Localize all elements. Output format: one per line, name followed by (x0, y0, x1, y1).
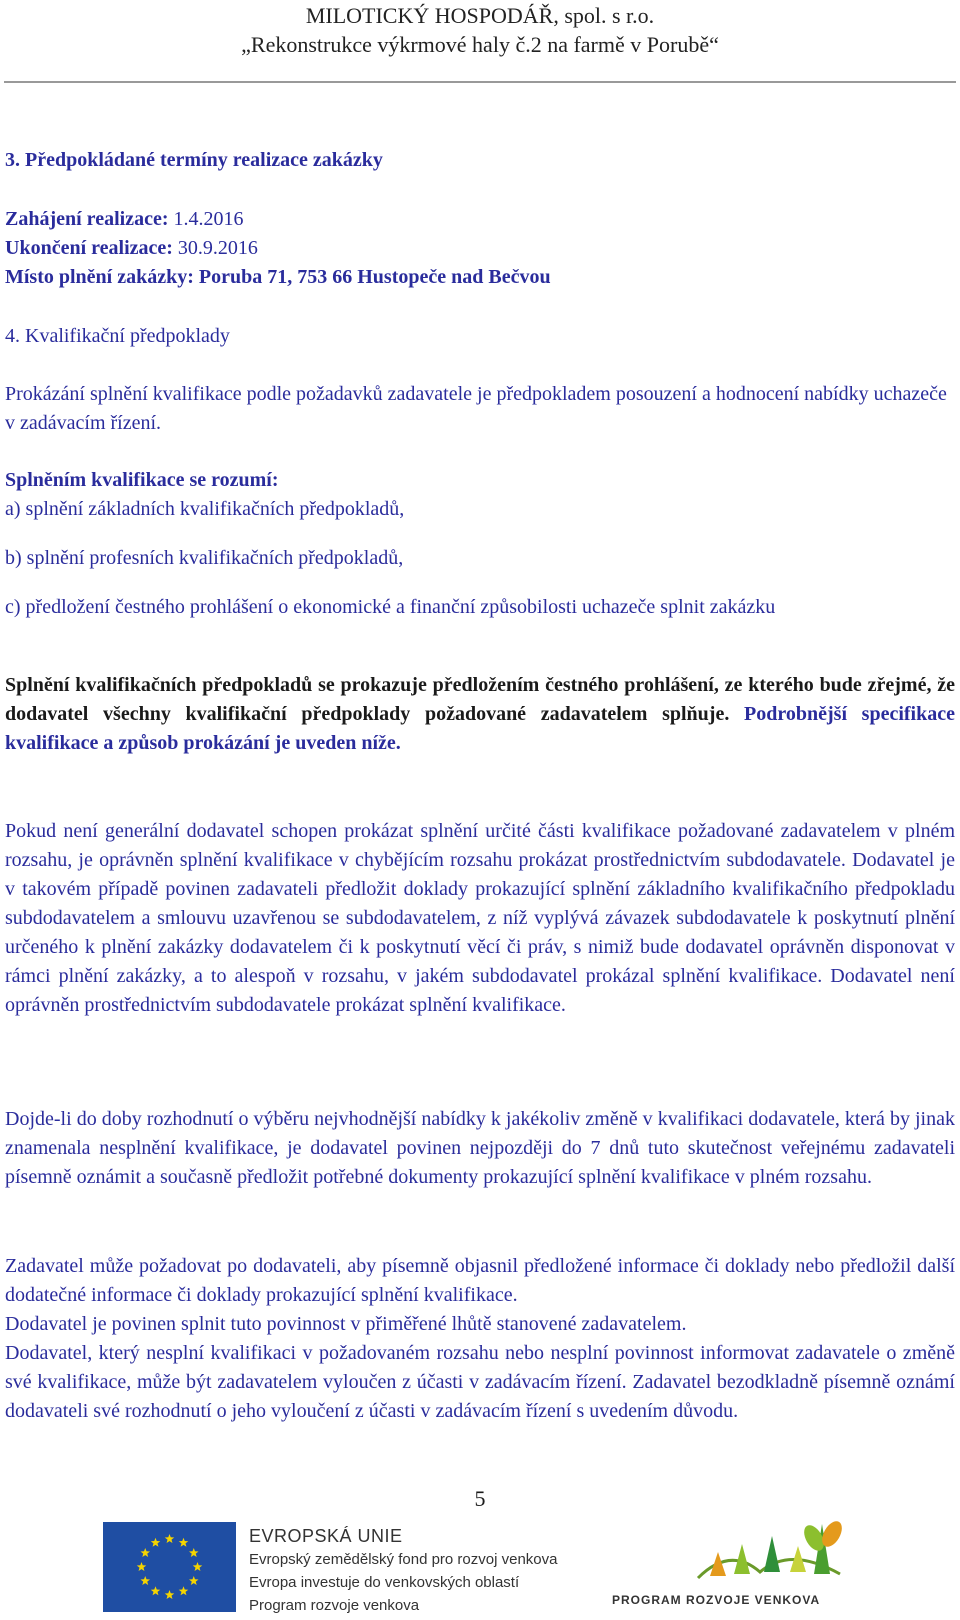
eu-flag-stars-icon (103, 1522, 236, 1612)
qualification-item-c: c) předložení čestného prohlášení o ekonomické a finanční způsobilosti uchazeče splnit zakázku (5, 596, 776, 618)
qualification-list-lead: Splněním kvalifikace se rozumí: (5, 469, 279, 491)
page-number: 5 (474, 1486, 486, 1511)
subcontractor-paragraph: Pokud není generální dodavatel schopen prokázat splnění určité části kvalifikace požadované zadavatelem v plném rozsahu, je oprávněn splnění kvalifikace v chybějícím rozsahu prokázat prostřednictvím subdodavatele. Dodavatel je v takovém případě povinen zadavateli předložit doklady prokazující splnění základního kvalifikačního předpokladu subdodavatelem a smlouvu uzavřenou se subdodavatelem, z níž vyplývá závazek subdodavatele k poskytnutí plnění určeného k plnění zakázky dodavatelem či k poskytnutí věcí či práv, s nimiž bude dodavatel oprávněn disponovat v rámci plnění zakázky, a to alespoň v rozsahu, v jakém subdodavatel prokázal splnění kvalifikace. Dodavatel není oprávněn prostřednictvím subdodavatele prokázat splnění kvalifikace. (5, 820, 955, 1016)
request-paragraph-1: Zadavatel může požadovat po dodavateli, aby písemně objasnil předložené informace či doklady nebo předložil další dodatečné informace či doklady prokazující splnění kvalifikace. (5, 1255, 955, 1306)
proof-sentence-2: Podrobnější specifikace kvalifikace a způsob prokázání je uveden níže. (5, 703, 955, 754)
proof-sentence-1: Splnění kvalifikačních předpokladů se prokazuje předložením čestného prohlášení, ze kterého bude zřejmé, že dodavatel všechny kvalifikační předpoklady požadované zadavatelem splňuje. (5, 674, 955, 725)
header-project: „Rekonstrukce výkrmové haly č.2 na farmě v Porubě“ (241, 32, 719, 57)
request-paragraphs (5, 1252, 955, 1426)
rural-program-emblem-icon (690, 1516, 850, 1588)
eu-fund-line: Evropský zemědělský fond pro rozvoj venkova (249, 1551, 558, 1568)
section-4-heading: 4. Kvalifikační předpoklady (5, 325, 230, 347)
place-label: Místo plnění zakázky: (5, 266, 199, 288)
eu-text-block (249, 1524, 557, 1617)
start-date: 1.4.2016 (173, 208, 244, 230)
request-paragraph-3: Dodavatel, který nesplní kvalifikaci v požadovaném rozsahu nebo nesplní povinnost informovat zadavatele o změně své kvalifikace, může být zadavatelem vyloučen z účasti v zadávacím řízení. Zadavatel bezodkladně písemně oznámí dodavateli své rozhodnutí o jeho vyloučení z účasti v zadávacím řízení s uvedením důvodu. (5, 1342, 955, 1422)
end-date: 30.9.2016 (177, 237, 258, 259)
end-label: Ukončení realizace: (5, 237, 178, 259)
header-divider (4, 81, 956, 83)
qualification-item-a: a) splnění základních kvalifikačních předpokladů, (5, 498, 405, 520)
proof-paragraph (5, 671, 955, 758)
end-row (5, 234, 955, 263)
rural-program-label: PROGRAM ROZVOJE VENKOVA (612, 1593, 821, 1607)
request-paragraph-2: Dodavatel je povinen splnit tuto povinnost v přiměřené lhůtě stanovené zadavatelem. (5, 1313, 687, 1335)
section-4-intro: Prokázání splnění kvalifikace podle požadavků zadavatele je předpokladem posouzení a hodnocení nabídky uchazeče v zadávacím řízení. (5, 383, 947, 434)
rural-development-logo (690, 1516, 850, 1588)
qualification-change-paragraph: Dojde-li do doby rozhodnutí o výběru nejvhodnější nabídky k jakékoliv změně v kvalifikaci dodavatele, která by jinak znamenala nesplnění kvalifikace, je dodavatel povinen nejpozději do 7 dnů tuto skutečnost veřejnému zadavateli písemně oznámit a současně předložit potřebné dokumenty prokazující splnění kvalifikace v plném rozsahu. (5, 1108, 955, 1188)
section-3-dates (5, 205, 955, 292)
section-3-heading: 3. Předpokládané termíny realizace zakázky (5, 149, 383, 171)
place-row (5, 263, 955, 292)
eu-flag-logo (103, 1522, 236, 1612)
header-company: MILOTICKÝ HOSPODÁŘ, spol. s r.o. (305, 3, 655, 28)
start-label: Zahájení realizace: (5, 208, 174, 230)
eu-invest-line: Evropa investuje do venkovských oblastí (249, 1574, 520, 1591)
place-value: Poruba 71, 753 66 Hustopeče nad Bečvou (198, 266, 551, 288)
start-row (5, 205, 955, 234)
eu-title: EVROPSKÁ UNIE (249, 1526, 403, 1546)
qualification-item-b: b) splnění profesních kvalifikačních předpokladů, (5, 547, 404, 569)
eu-program-line: Program rozvoje venkova (249, 1597, 420, 1614)
